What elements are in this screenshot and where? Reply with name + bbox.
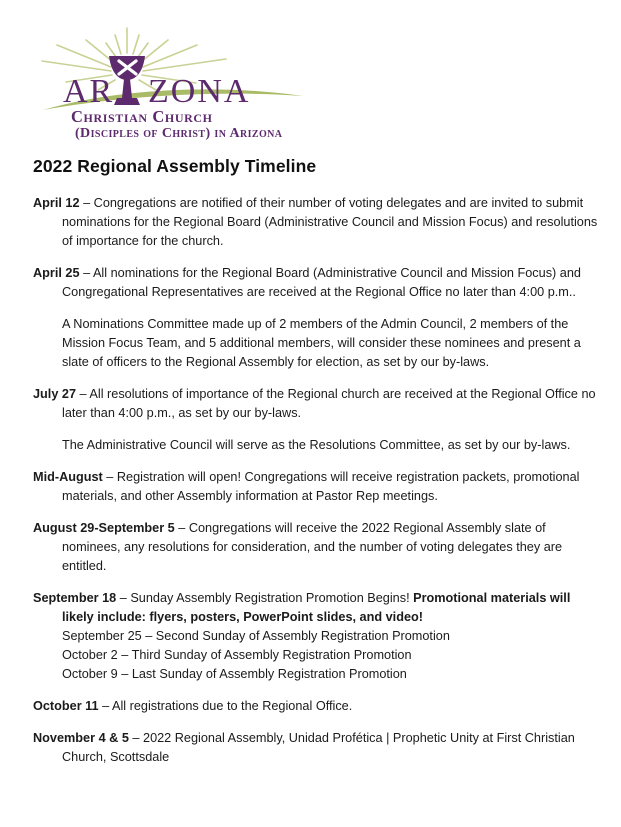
- entry-text: A Nominations Committee made up of 2 members of the Admin Council, 2 members of the Mission Focus Team, and 5 additional members, will consider these nominees and present a slate of officers to the Regional Assembly for election, as set by our by-laws.: [62, 317, 581, 369]
- entry-text: – 2022 Regional Assembly, Unidad Profética | Prophetic Unity at First Christian Church, Scottsdale: [62, 731, 575, 764]
- entry-text: Promotional materials will likely include: flyers, posters, PowerPoint slides, and video!: [62, 591, 571, 624]
- entry-date: Mid-August: [33, 470, 103, 484]
- timeline-entry: [33, 519, 605, 576]
- timeline-entry: [33, 468, 605, 506]
- timeline-entry: [33, 589, 605, 684]
- logo-subtitle-line2: (Disciples of Christ) in Arizona: [75, 126, 283, 141]
- entry-date: September 18: [33, 591, 117, 605]
- logo-subtitle-line1: Christian Church: [71, 107, 213, 126]
- timeline-entry: [62, 315, 605, 372]
- logo-artwork: [39, 26, 309, 112]
- entry-date: July 27: [33, 387, 77, 401]
- timeline-entry: [33, 194, 605, 251]
- entry-date: April 25: [33, 266, 80, 280]
- timeline-entry: [33, 385, 605, 423]
- entry-text: – All nominations for the Regional Board (Administrative Council and Mission Focus) and Congregational Representatives are received at the Regional Office no later than 4:00 p.m..: [62, 266, 581, 299]
- timeline-entry: [33, 697, 605, 716]
- entry-text: – Registration will open! Congregations will receive registration packets, promotional materials, and other Assembly information at Pastor Rep meetings.: [62, 470, 580, 503]
- entry-date: November 4 & 5: [33, 731, 129, 745]
- entry-text: – All resolutions of importance of the Regional church are received at the Regional Office no later than 4:00 p.m., as set by our by-laws.: [62, 387, 596, 420]
- logo-wordmark-right: ZONA: [148, 73, 251, 110]
- timeline-entry: [62, 436, 605, 455]
- entry-text: October 9 – Last Sunday of Assembly Registration Promotion: [62, 667, 407, 681]
- timeline-entry: [33, 264, 605, 302]
- entry-text: September 25 – Second Sunday of Assembly Registration Promotion: [62, 629, 450, 643]
- entry-date: April 12: [33, 196, 80, 210]
- entry-text: – Congregations are notified of their number of voting delegates and are invited to submit nominations for the Regional Board (Administrative Council and Mission Focus) and resolutions of importance for the church.: [62, 196, 598, 248]
- entry-text: The Administrative Council will serve as the Resolutions Committee, as set by our by-laws.: [62, 438, 571, 452]
- entry-date: October 11: [33, 699, 99, 713]
- entry-text: – Congregations will receive the 2022 Regional Assembly slate of nominees, any resolutions for consideration, and the number of voting delegates they are entitled.: [62, 521, 563, 573]
- entry-date: August 29-September 5: [33, 521, 175, 535]
- document-page: [0, 26, 621, 827]
- church-logo: [39, 26, 339, 141]
- entry-text: October 2 – Third Sunday of Assembly Registration Promotion: [62, 648, 412, 662]
- timeline: [33, 194, 605, 767]
- page-title: 2022 Regional Assembly Timeline: [33, 156, 317, 176]
- entry-text: – All registrations due to the Regional Office.: [98, 699, 353, 713]
- logo-wordmark-left: AR: [63, 73, 115, 110]
- entry-text: – Sunday Assembly Registration Promotion Begins!: [116, 591, 414, 605]
- timeline-entry: [33, 729, 605, 767]
